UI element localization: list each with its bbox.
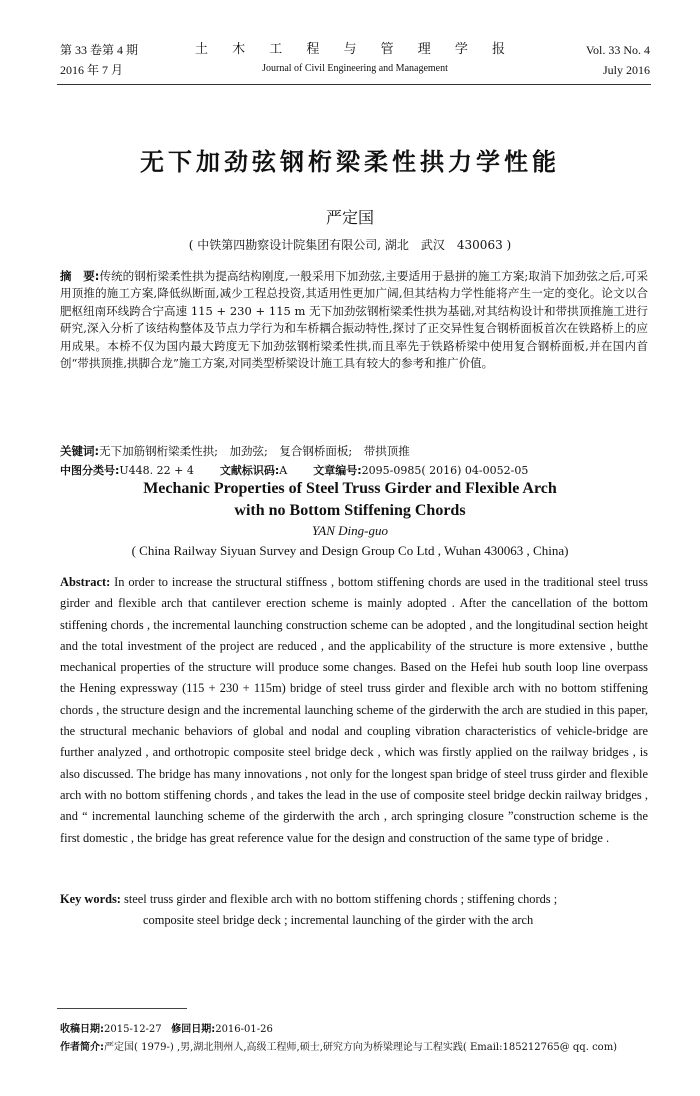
keywords-en-line1: steel truss girder and flexible arch with no bottom stiffening chords ; stiffening chords ; [120, 892, 558, 906]
article-number-value: 2095-0985( 2016) 04-0052-05 [361, 464, 529, 477]
page-header [60, 40, 650, 80]
classification-line [60, 462, 648, 479]
abstract-cn-label: 摘 要: [60, 269, 100, 283]
received-date: 2015-12-27 [104, 1024, 162, 1035]
revised-label: 修回日期: [171, 1024, 216, 1035]
clc-label: 中图分类号: [60, 464, 120, 477]
volume-en: Vol. 33 No. 4 [585, 43, 650, 57]
header-divider [57, 84, 651, 85]
author-bio-label: 作者简介: [60, 1042, 104, 1053]
article-number-label: 文章编号: [313, 464, 362, 477]
paper-title-cn: 无下加劲弦钢桁梁柔性拱力学性能 [140, 148, 560, 176]
footnote-divider [57, 1008, 187, 1009]
keywords-cn-label: 关键词: [60, 444, 100, 458]
abstract-en [60, 572, 648, 849]
affiliation-en: ( China Railway Siyuan Survey and Design Group Co Ltd , Wuhan 430063 , China) [131, 543, 569, 558]
header-right [586, 40, 650, 80]
author-name-en: YAN Ding-guo [311, 523, 388, 538]
abstract-cn [60, 268, 648, 372]
keywords-cn [60, 443, 648, 460]
date-cn: 2016 年 7 月 [60, 63, 124, 77]
volume-cn: 第 33 卷第 4 期 [60, 43, 139, 57]
revised-date: 2016-01-26 [215, 1024, 273, 1035]
journal-name-en: Journal of Civil Engineering and Management [262, 63, 448, 74]
author-name-cn: 严定国 [325, 208, 374, 227]
doc-code-label: 文献标识码: [219, 464, 280, 477]
received-label: 收稿日期: [60, 1024, 104, 1035]
paper-title-en-line2: with no Bottom Stiffening Chords [234, 502, 466, 519]
footnote-author [60, 1041, 660, 1055]
abstract-cn-text: 传统的钢桁梁柔性拱为提高结构刚度,一般采用下加劲弦,主要适用于悬拼的施工方案;取消下加劲弦之后,可采用顶推的施工方案,降低纵断面,减少工程总投资,其适用性更加广阔,但其结构力学性能将产生一定的变化。论文以合肥枢纽南环线跨合宁高速 115 + 230 + 115 m 无下加劲弦钢桁梁柔性拱为基础,对其结构设计和带拱顶推施工进行研究,深入分析了该结构整体及节点力学行为和车桥耦合振动特性,探讨了正交异性复合钢桥面板首次在铁路桥上的应用成果。本桥不仅为国内最大跨度无下加劲弦钢桁梁柔性拱,而且率先于铁路桥梁中使用复合钢桥面板,并在国内首创“带拱顶推,拱脚合龙”施工方案,对同类型桥梁设计施工具有较大的参考和推广价值。 [60, 269, 648, 371]
abstract-en-text: In order to increase the structural stiffness , bottom stiffening chords are used in the traditional steel truss girder and flexible arch that cantilever erection scheme is mainly adopted . After the cancellation of the bottom stiffening chords , the incremental launching construction scheme can be adopted , and the longitudinal section height and the total investment of the project are reduced , and the applicability of the structure is more extensive , butthe mechanical properties of the structure will produce some changes. Based on the Hefei hub south loop line overpass the Hening expressway (115 + 230 + 115m) bridge of steel truss girder and flexible arch with no bottom stiffening chords , the structure design and the incremental launching scheme of the girderwith the arch are studied in this paper, the structural mechanic behaviors of global and nodal and coupling vibration characteristics of vehicle-bridge are further analyzed , and orthotropic composite steel bridge deck , which was firstly applied on the railway bridges , is also discussed. The bridge has many innovations , not only for the longest span bridge of steel truss girder and flexible arch with no bottom stiffening chords , and takes the lead in the use of composite steel bridge deckin railway bridges , and “ incremental launching scheme of the girderwith the arch , arch springing closure ”construction scheme is the first domestic , the bridge has great reference value for the design and construction of the same type of bridge . [60, 575, 648, 845]
abstract-en-label: Abstract: [60, 575, 111, 589]
keywords-cn-text: 无下加筋钢桁梁柔性拱; 加劲弦; 复合钢桥面板; 带拱顶推 [99, 444, 410, 458]
header-center [60, 40, 650, 78]
footnote-dates [60, 1023, 660, 1037]
paper-title-en [0, 478, 700, 522]
doc-code-value: A [279, 464, 288, 477]
journal-name-cn: 土 木 工 程 与 管 理 学 报 [194, 42, 516, 57]
date-en: July 2016 [602, 63, 650, 77]
author-bio-text: 严定国( 1979-) ,男,湖北荆州人,高级工程师,硕士,研究方向为桥梁理论与工程实践( Email:185212765@ qq. com) [104, 1042, 618, 1053]
affiliation-cn: ( 中铁第四勘察设计院集团有限公司, 湖北 武汉 430063 ) [188, 238, 512, 252]
clc-value: U448. 22 + 4 [119, 464, 194, 477]
keywords-en [60, 889, 648, 932]
keywords-en-label: Key words: [60, 892, 121, 906]
keywords-en-line2: composite steel bridge deck ; incremental launching of the girder with the arch [143, 913, 534, 928]
paper-title-en-line1: Mechanic Properties of Steel Truss Girder and Flexible Arch [143, 480, 557, 497]
